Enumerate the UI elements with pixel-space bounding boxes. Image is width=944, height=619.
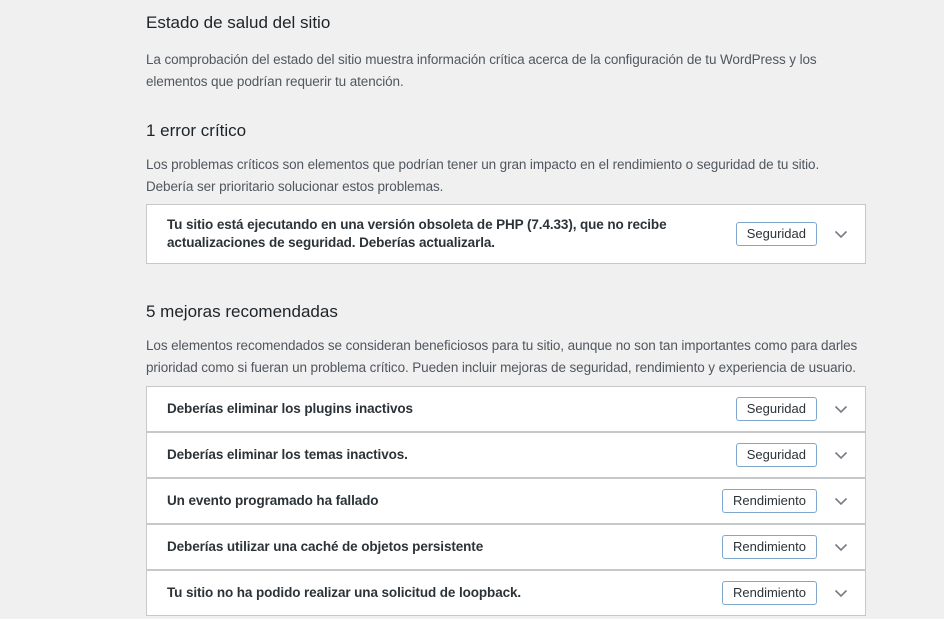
issue-badge-seguridad: Seguridad [736,222,817,246]
issue-title: Deberías eliminar los plugins inactivos [167,401,413,416]
recommended-issues-list [146,386,866,616]
chevron-down-icon [833,226,849,242]
critical-issues-section [146,121,866,264]
chevron-down-icon [833,447,849,463]
issue-badge-rendimiento: Rendimiento [722,489,817,513]
page-header [146,12,866,93]
page-description: La comprobación del estado del sitio muestra información crítica acerca de la configuración de tu WordPress y los elementos que podrían requerir tu atención. [146,52,817,89]
issue-scheduled-event-failed[interactable] [146,478,866,524]
chevron-down-icon [833,493,849,509]
recommended-section-description: Los elementos recomendados se consideran beneficiosos para tu sitio, aunque no son tan importantes como para darles prioridad como si fueran un problema crítico. Pueden incluir mejoras de seguridad, rendimiento y experiencia de usuario. [146,338,858,375]
issue-title: Un evento programado ha fallado [167,493,379,508]
chevron-down-icon [833,585,849,601]
issue-object-cache[interactable] [146,524,866,570]
site-health-page [146,0,866,616]
issue-title: Deberías eliminar los temas inactivos. [167,447,408,462]
page-title: Estado de salud del sitio [146,13,331,32]
recommended-section [146,302,866,616]
critical-section-heading: 1 error crítico [146,121,247,140]
issue-badge-rendimiento: Rendimiento [722,535,817,559]
issue-badge-seguridad: Seguridad [736,397,817,421]
critical-section-description: Los problemas críticos son elementos que podrían tener un gran impacto en el rendimiento o seguridad de tu sitio. Debería ser prioritario solucionar estos problemas. [146,157,820,194]
issue-badge-rendimiento: Rendimiento [722,581,817,605]
chevron-down-icon [833,539,849,555]
issue-title: Tu sitio no ha podido realizar una solicitud de loopback. [167,585,522,600]
chevron-down-icon [833,401,849,417]
issue-badge-seguridad: Seguridad [736,443,817,467]
issue-inactive-themes[interactable] [146,432,866,478]
issue-title: Deberías utilizar una caché de objetos persistente [167,539,484,554]
issue-inactive-plugins[interactable] [146,386,866,432]
critical-issues-list [146,204,866,264]
issue-loopback-request[interactable] [146,570,866,616]
recommended-section-heading: 5 mejoras recomendadas [146,302,338,321]
issue-php-obsolete[interactable] [146,204,866,264]
issue-title: Tu sitio está ejecutando en una versión obsoleta de PHP (7.4.33), que no recibe actualizaciones de seguridad. Deberías actualizarla. [167,217,667,250]
